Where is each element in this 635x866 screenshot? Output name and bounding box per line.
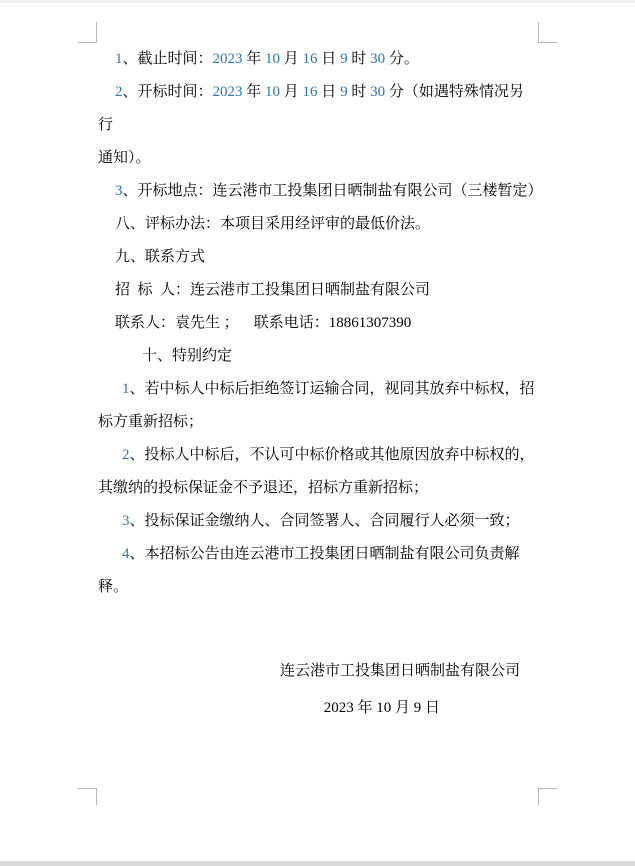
line-deadline-time: 1、截止时间：2023 年 10 月 16 日 9 时 30 分。 [115, 51, 419, 67]
line-tenderer: 招 标 人：连云港市工投集团日晒制盐有限公司 [115, 282, 431, 298]
line-special-term-3: 3、投标保证金缴纳人、合同签署人、合同履行人必须一致； [122, 513, 520, 529]
line-bid-opening-time-wrap: 通知）。 [98, 150, 151, 166]
line-contact-person-phone: 联系人：袁先生 ； 联系电话：18861307390 [115, 315, 412, 331]
line-special-term-1: 1、若中标人中标后拒绝签订运输合同，视同其放弃中标权，招 [122, 381, 535, 397]
signature-company-name: 连云港市工投集团日晒制盐有限公司 [279, 663, 520, 679]
line-special-term-2: 2、投标人中标后，不认可中标价格或其他原因放弃中标权的， [122, 447, 535, 463]
line-contact-section: 九、联系方式 [115, 249, 206, 265]
margin-mark-bottom-right [538, 788, 557, 805]
signature-date: 2023 年 10 月 9 日 [323, 700, 440, 716]
line-special-term-4: 4、本招标公告由连云港市工投集团日晒制盐有限公司负责解释。 [98, 546, 520, 595]
line-special-terms-title: 十、特别约定 [142, 348, 233, 364]
page-bottom-edge [0, 861, 635, 866]
line-bid-opening-place: 3、开标地点：连云港市工投集团日晒制盐有限公司（三楼暂定） [115, 183, 543, 199]
line-evaluation-method: 八、评标办法：本项目采用经评审的最低价法。 [115, 216, 431, 232]
line-special-term-2-wrap: 其缴纳的投标保证金不予退还，招标方重新招标； [98, 480, 429, 496]
margin-mark-bottom-left [78, 788, 97, 805]
line-special-term-1-wrap: 标方重新招标； [98, 414, 204, 430]
line-bid-opening-time: 2、开标时间：2023 年 10 月 16 日 9 时 30 分（如遇特殊情况另行 [98, 84, 524, 133]
